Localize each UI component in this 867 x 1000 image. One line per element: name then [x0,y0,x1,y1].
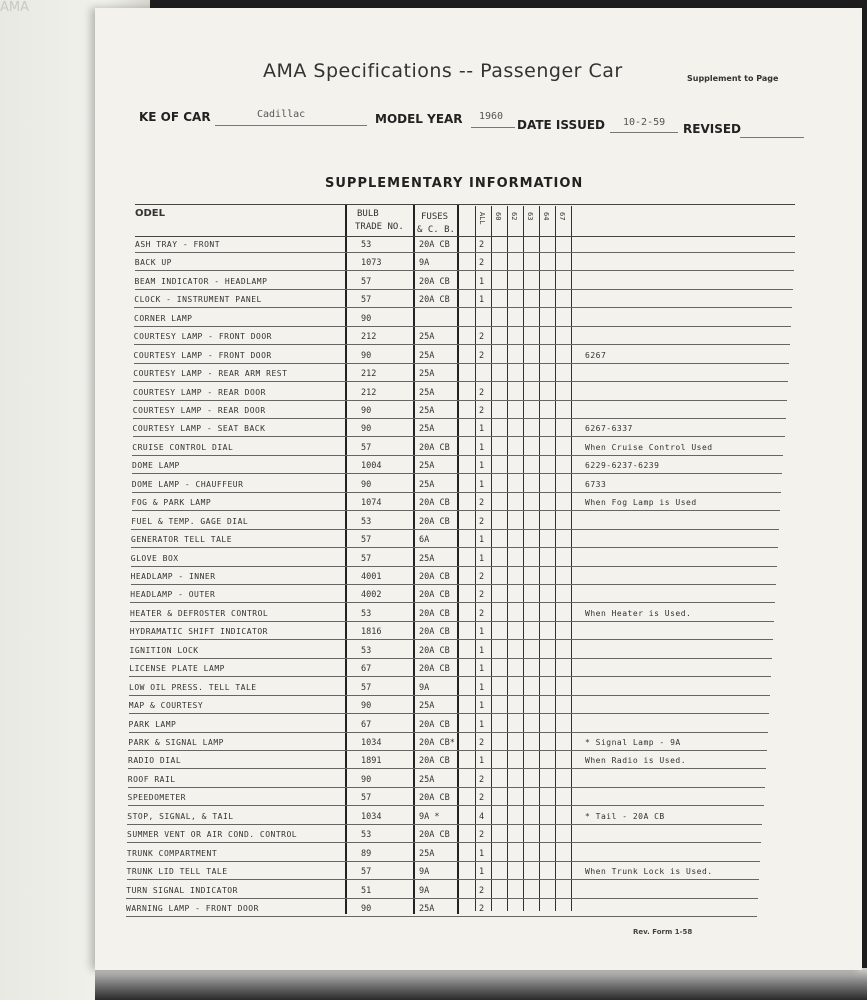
table-row [95,351,855,363]
table-row-rule [133,400,787,401]
table-row [95,830,855,842]
row-description: HYDRAMATIC SHIFT INDICATOR [129,627,268,637]
table-row-rule [132,510,781,511]
row-bulb-trade-no: 90 [361,904,372,914]
row-bulb-trade-no: 89 [361,848,372,859]
row-fuse: 25A [419,904,435,914]
row-description: CRUISE CONTROL DIAL [132,442,234,452]
row-mark: 2 [479,774,485,785]
row-mark: 1 [479,756,485,767]
row-note: When Trunk Lock is Used. [585,867,713,877]
table-row-rule [131,584,777,585]
row-bulb-trade-no: 57 [361,793,372,804]
row-description: CLOCK - INSTRUMENT PANEL [134,295,262,305]
table-row [95,554,855,566]
revised-label: REVISED [683,122,741,136]
code-column-header-4: 64 [542,212,550,221]
row-description: SUMMER VENT OR AIR COND. CONTROL [127,830,298,840]
table-row-rule [134,326,791,327]
table-row [95,424,855,436]
fuses-header-1: FUSES [421,212,449,222]
model-column-header: ODEL [135,208,166,219]
row-fuse: 25A [419,701,435,712]
table-row-rule [129,713,769,714]
row-mark: 1 [479,535,485,546]
date-issued-label: DATE ISSUED [517,118,605,132]
revised-underline [740,137,804,138]
row-description: LOW OIL PRESS. TELL TALE [129,682,257,692]
table-row [95,627,855,639]
table-row [95,295,855,307]
table-row-rule [131,566,777,567]
table-row [95,849,855,861]
row-mark: 1 [479,719,485,730]
row-bulb-trade-no: 53 [361,608,372,619]
make-underline [215,125,367,126]
row-fuse: 20A CB [419,516,450,527]
row-fuse: 20A CB [419,645,450,656]
table-row [95,609,855,621]
row-bulb-trade-no: 53 [361,830,372,841]
row-fuse: 20A CB [419,572,450,582]
row-bulb-trade-no: 90 [361,406,372,416]
row-note: When Cruise Control Used [585,442,713,452]
row-fuse: 9A [419,258,430,269]
table-row [95,793,855,805]
row-bulb-trade-no: 53 [361,645,372,656]
row-bulb-trade-no: 90 [361,774,372,785]
row-fuse: 20A CB [419,498,450,509]
row-bulb-trade-no: 4002 [361,590,382,601]
table-row [95,646,855,658]
table-row [95,443,855,455]
table-row [95,738,855,750]
row-note: 6733 [585,479,607,489]
table-row-rule [127,879,760,880]
row-mark: 4 [479,811,485,822]
row-fuse: 6A [419,535,430,546]
table-row-rule [130,639,773,640]
row-description: STOP, SIGNAL, & TAIL [127,811,234,821]
row-bulb-trade-no: 1034 [361,811,382,822]
table-row [95,535,855,547]
table-row-rule [129,676,771,677]
table-row-rule [126,916,757,917]
row-description: DOME LAMP [132,461,180,471]
row-description: COURTESY LAMP - FRONT DOOR [133,332,272,342]
row-fuse: 9A [419,885,430,896]
table-row [95,572,855,584]
bulb-header-2: TRADE NO. [355,222,404,232]
table-row [95,756,855,768]
table-row [95,480,855,492]
row-fuse: 20A CB [419,756,450,767]
row-mark: 1 [479,461,485,472]
row-description: PARK & SIGNAL LAMP [128,738,224,747]
row-note: 6229-6237-6239 [585,461,660,471]
row-description: COURTESY LAMP - FRONT DOOR [133,350,272,360]
table-row-rule [133,381,787,382]
row-description: PARK LAMP [128,719,177,729]
row-description: ROOF RAIL [127,774,176,784]
table-row-rule [130,602,775,603]
row-description: CORNER LAMP [134,313,193,323]
row-bulb-trade-no: 57 [361,553,372,564]
row-mark: 2 [479,258,485,269]
table-row [95,461,855,473]
row-mark: 1 [479,645,485,656]
table-row [95,886,855,898]
row-fuse: 20A CB [419,627,450,638]
row-mark: 2 [479,350,485,361]
row-bulb-trade-no: 1074 [361,498,382,509]
row-fuse: 20A CB [419,830,450,841]
row-bulb-trade-no: 53 [361,516,372,527]
row-bulb-trade-no: 57 [361,295,372,306]
bulb-header-1: BULB [357,209,379,219]
row-fuse: 25A [419,774,435,785]
row-mark: 1 [479,553,485,564]
row-mark: 2 [479,516,485,527]
table-row-rule [128,805,764,806]
row-mark: 2 [479,793,485,804]
code-column-header-0: ALL [478,212,486,225]
table-row-rule [131,547,778,548]
table-row-rule [134,344,790,345]
model-year-value: 1960 [479,111,504,122]
make-value: Cadillac [257,109,306,120]
row-description: LICENSE PLATE LAMP [129,664,225,674]
table-row-rule [135,252,795,253]
row-description: COURTESY LAMP - REAR ARM REST [133,369,288,379]
row-mark: 2 [479,830,485,841]
table-row [95,701,855,713]
table-row [95,720,855,732]
table-row-rule [126,898,758,899]
supplement-label: Supplement to Page [687,74,779,83]
row-description: FUEL & TEMP. GAGE DIAL [131,516,249,526]
table-row [95,775,855,787]
row-description: RADIO DIAL [128,756,182,766]
table-row-rule [129,695,770,696]
row-description: FOG & PARK LAMP [131,498,212,508]
table-row-rule [130,658,772,659]
table-row [95,369,855,381]
model-year-underline [471,127,515,128]
row-fuse: 25A [419,332,435,343]
row-bulb-trade-no: 57 [361,682,372,693]
table-row-rule [127,842,761,843]
model-year-label: MODEL YEAR [375,112,463,126]
table-row-rule [132,455,783,456]
row-fuse: 25A [419,461,435,472]
row-mark: 1 [479,664,485,675]
row-fuse: 20A CB [419,276,450,287]
row-mark: 1 [479,479,485,490]
row-note: 6267 [585,350,607,360]
row-mark: 2 [479,590,485,601]
row-bulb-trade-no: 1891 [361,756,382,767]
row-mark: 1 [479,848,485,859]
row-mark: 2 [479,332,485,343]
row-description: COURTESY LAMP - SEAT BACK [132,424,266,434]
table-row-rule [127,824,762,825]
row-fuse: 20A CB* [419,738,455,748]
row-description: GENERATOR TELL TALE [131,535,233,545]
table-row-rule [128,787,765,788]
row-fuse: 20A CB [419,608,450,619]
document-title: AMA Specifications -- Passenger Car [263,60,623,82]
row-mark: 1 [479,276,485,287]
table-row [95,683,855,695]
row-note: * Tail - 20A CB [585,811,665,821]
table-row [95,498,855,510]
table-row [95,867,855,879]
row-mark: 2 [479,738,485,748]
row-bulb-trade-no: 57 [361,535,372,546]
row-fuse: 9A [419,682,430,693]
row-fuse: 20A CB [419,793,450,804]
row-bulb-trade-no: 212 [361,369,377,380]
table-row [95,904,855,916]
row-description: HEATER & DEFROSTER CONTROL [130,608,269,618]
row-fuse: 20A CB [419,719,450,730]
row-fuse: 25A [419,848,435,859]
row-note: When Fog Lamp is Used [585,498,697,508]
row-description: MAP & COURTESY [128,701,204,711]
row-bulb-trade-no: 1004 [361,461,382,472]
row-mark: 1 [479,627,485,638]
header-bottom-rule [135,236,795,237]
row-description: COURTESY LAMP - REAR DOOR [133,387,266,397]
row-note: 6267-6337 [585,424,633,434]
binder-edge [95,968,867,1000]
row-description: COURTESY LAMP - REAR DOOR [132,406,266,415]
row-mark: 2 [479,387,485,398]
row-mark: 2 [479,572,485,582]
row-mark: 2 [479,904,485,914]
row-fuse: 20A CB [419,442,450,453]
row-bulb-trade-no: 57 [361,867,372,878]
row-fuse: 25A [419,479,435,490]
row-bulb-trade-no: 1816 [361,627,382,638]
row-bulb-trade-no: 67 [361,664,372,675]
row-note: * Signal Lamp - 9A [585,738,681,747]
table-row-rule [132,473,782,474]
row-description: HEADLAMP - OUTER [130,590,216,600]
table-row-rule [133,418,786,419]
row-bulb-trade-no: 51 [361,885,372,896]
table-row [95,812,855,824]
row-description: GLOVE BOX [130,553,179,563]
row-fuse: 25A [419,406,435,416]
table-row [95,590,855,602]
row-mark: 2 [479,240,485,250]
row-description: BACK UP [134,258,172,268]
row-fuse: 25A [419,369,435,380]
row-bulb-trade-no: 90 [361,701,372,712]
row-fuse: 25A [419,387,435,398]
document-page [95,8,862,970]
row-description: IGNITION LOCK [129,645,199,655]
table-row-rule [135,270,794,271]
row-fuse: 20A CB [419,664,450,675]
table-row-rule [134,307,792,308]
row-description: WARNING LAMP - FRONT DOOR [126,904,259,913]
table-row-rule [128,750,766,751]
row-mark: 1 [479,701,485,712]
row-mark: 2 [479,498,485,509]
form-footer: Rev. Form 1-58 [633,928,693,936]
row-bulb-trade-no: 90 [361,313,372,324]
row-fuse: 20A CB [419,590,450,601]
row-mark: 1 [479,682,485,693]
table-row [95,517,855,529]
row-fuse: 20A CB [419,295,450,306]
table-row [95,664,855,676]
date-issued-underline [610,132,678,133]
table-row [95,314,855,326]
row-description: TRUNK COMPARTMENT [126,848,218,858]
row-description: ASH TRAY - FRONT [135,240,221,249]
row-bulb-trade-no: 212 [361,332,377,343]
row-bulb-trade-no: 90 [361,424,372,435]
row-bulb-trade-no: 53 [361,240,372,250]
row-fuse: 9A [419,867,430,878]
row-mark: 2 [479,406,485,416]
row-fuse: 25A [419,350,435,361]
table-row-rule [135,289,793,290]
table-row-rule [130,621,774,622]
table-row-rule [132,492,782,493]
code-column-header-1: 60 [494,212,502,221]
left-page-ghost-text: AMA [0,0,30,15]
row-bulb-trade-no: 57 [361,276,372,287]
row-note: When Heater is Used. [585,608,692,618]
table-row [95,277,855,289]
row-fuse: 25A [419,424,435,435]
row-description: BEAM INDICATOR - HEADLAMP [134,276,268,286]
table-row [95,258,855,270]
section-title: SUPPLEMENTARY INFORMATION [325,176,584,191]
row-mark: 1 [479,442,485,453]
row-bulb-trade-no: 90 [361,350,372,361]
row-mark: 1 [479,424,485,435]
table-row [95,406,855,418]
row-mark: 2 [479,608,485,619]
row-mark: 1 [479,295,485,306]
row-note: When Radio is Used. [585,756,687,766]
row-mark: 1 [479,867,485,878]
table-row-rule [127,861,761,862]
row-description: TURN SIGNAL INDICATOR [126,885,238,895]
row-fuse: 20A CB [419,240,450,250]
row-bulb-trade-no: 67 [361,719,372,730]
table-row-rule [134,363,789,364]
row-bulb-trade-no: 1034 [361,738,382,748]
code-column-header-3: 63 [526,212,534,221]
table-row [95,388,855,400]
make-label: KE OF CAR [139,110,211,124]
table-row [95,332,855,344]
row-description: DOME LAMP - CHAUFFEUR [131,479,244,489]
row-description: TRUNK LID TELL TALE [126,867,228,877]
fuses-header-2: & C. B. [417,225,455,235]
row-bulb-trade-no: 1073 [361,258,382,269]
header-top-rule [135,204,795,205]
code-column-header-2: 62 [510,212,518,221]
table-row [95,240,855,252]
row-bulb-trade-no: 57 [361,442,372,453]
row-description: SPEEDOMETER [127,793,186,803]
code-column-header-5: 67 [558,212,566,221]
date-issued-value: 10-2-59 [623,117,666,128]
row-bulb-trade-no: 212 [361,387,377,398]
row-fuse: 25A [419,553,435,564]
row-mark: 2 [479,885,485,896]
row-bulb-trade-no: 90 [361,479,372,490]
table-row-rule [131,529,779,530]
row-fuse: 9A * [419,811,440,822]
row-description: HEADLAMP - INNER [130,572,216,581]
table-row-rule [128,768,766,769]
table-row-rule [133,436,785,437]
row-bulb-trade-no: 4001 [361,572,382,582]
table-row-rule [129,732,768,733]
